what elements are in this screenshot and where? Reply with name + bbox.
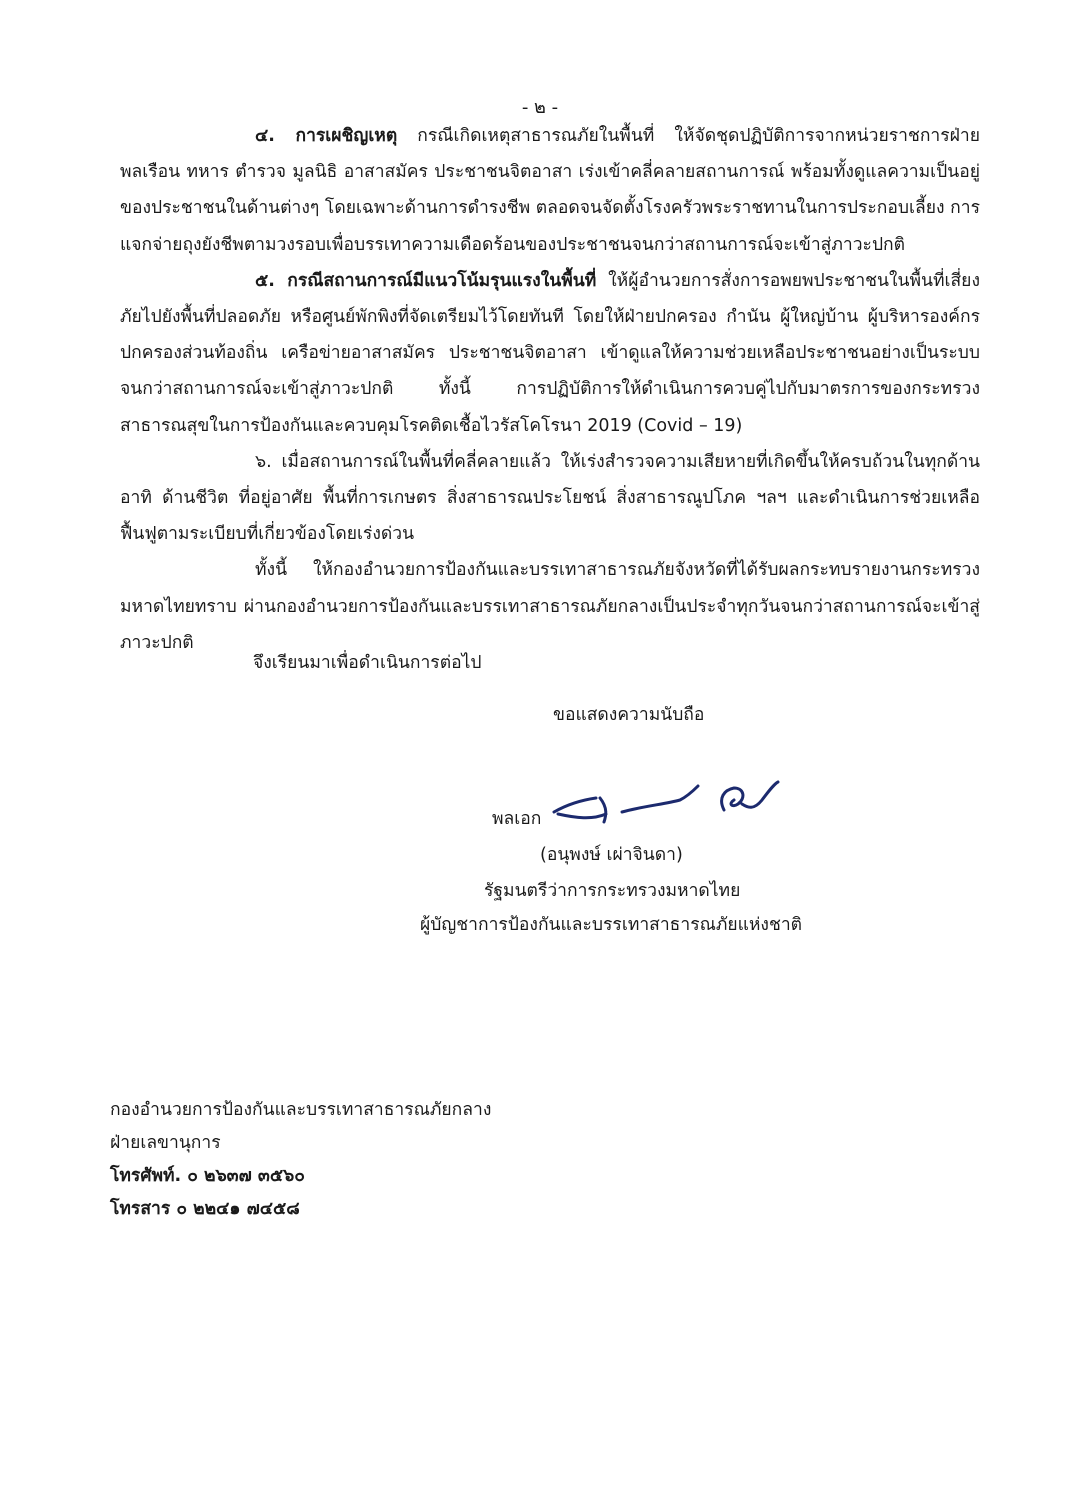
letter-body xyxy=(120,118,980,661)
paragraph-summary xyxy=(120,552,980,661)
paragraph-summary-text: ทั้งนี้ ให้กองอำนวยการป้องกันและบรรเทาสาธารณภัยจังหวัดที่ได้รับผลกระทบรายงานกระทรวงมหาดไทยทราบ ผ่านกองอำนวยการป้องกันและบรรเทาสาธารณภัยกลางเป็นประจำทุกวันจนกว่าสถานการณ์จะเข้าสู่ภาวะปกติ xyxy=(120,560,980,653)
paragraph-4-text: กรณีเกิดเหตุสาธารณภัยในพื้นที่ ให้จัดชุดปฏิบัติการจากหน่วยราชการฝ่ายพลเรือน ทหาร ตำรวจ มูลนิธิ อาสาสมัคร ประชาชนจิตอาสา เร่งเข้าคลี่คลายสถานการณ์ พร้อมทั้งดูแลความเป็นอยู่ของประชาชนในด้านต่างๆ โดยเฉพาะด้านการดำรงชีพ ตลอดจนจัดตั้งโรงครัวพระราชทานในการประกอบเลี้ยง การแจกจ่ายถุงยังชีพตามวงรอบเพื่อบรรเทาความเดือดร้อนของประชาชนจนกว่าสถานการณ์จะเข้าสู่ภาวะปกติ xyxy=(120,126,980,255)
paragraph-5-text: ให้ผู้อำนวยการสั่งการอพยพประชาชนในพื้นที่เสี่ยงภัยไปยังพื้นที่ปลอดภัย หรือศูนย์พักพิงที่จัดเตรียมไว้โดยทันที โดยให้ฝ่ายปกครอง กำนัน ผู้ใหญ่บ้าน ผู้บริหารองค์กรปกครองส่วนท้องถิ่น เครือข่ายอาสาสมัคร ประชาชนจิตอาสา เข้าดูแลให้ความช่วยเหลือประชาชนอย่างเป็นระบบจนกว่าสถานการณ์จะเข้าสู่ภาวะปกติ ทั้งนี้ การปฏิบัติการให้ดำเนินการควบคู่ไปกับมาตรการของกระทรวงสาธารณสุขในการป้องกันและควบคุมโรคติดเชื้อไวรัสโคโรนา 2019 (Covid – 19) xyxy=(120,270,980,436)
paragraph-6 xyxy=(120,444,980,553)
footer-fax: โทรสาร ๐ ๒๒๔๑ ๗๔๕๘ xyxy=(110,1199,300,1219)
paragraph-5 xyxy=(120,263,980,444)
paragraph-6-text: ๖. เมื่อสถานการณ์ในพื้นที่คลี่คลายแล้ว ให้เร่งสำรวจความเสียหายที่เกิดขึ้นให้ครบถ้วนในทุกด้าน อาทิ ด้านชีวิต ที่อยู่อาศัย พื้นที่การเกษตร สิ่งสาธารณประโยชน์ สิ่งสาธารณูปโภค ฯลฯ และดำเนินการช่วยเหลือฟื้นฟูตามระเบียบที่เกี่ยวข้องโดยเร่งด่วน xyxy=(120,451,980,545)
footer-contact xyxy=(110,1094,491,1226)
closing-line: จึงเรียนมาเพื่อดำเนินการต่อไป xyxy=(253,653,482,673)
footer-division: ฝ่ายเลขานุการ xyxy=(110,1133,221,1153)
regards: ขอแสดงความนับถือ xyxy=(553,705,705,725)
signer-title-commander: ผู้บัญชาการป้องกันและบรรเทาสาธารณภัยแห่งชาติ xyxy=(420,915,803,935)
signer-name: (อนุพงษ์ เผ่าจินดา) xyxy=(540,845,683,865)
page-number: - ๒ - xyxy=(521,97,559,118)
footer-office: กองอำนวยการป้องกันและบรรเทาสาธารณภัยกลาง xyxy=(110,1100,492,1120)
handwritten-signature xyxy=(548,778,788,838)
signer-title-minister: รัฐมนตรีว่าการกระทรวงมหาดไทย xyxy=(484,881,741,901)
footer-phone: โทรศัพท์. ๐ ๒๖๓๗ ๓๕๖๐ xyxy=(110,1166,305,1186)
signer-rank: พลเอก xyxy=(492,809,542,829)
paragraph-4-heading: ๔. การเผชิญเหตุ xyxy=(255,126,398,146)
paragraph-5-heading: ๕. กรณีสถานการณ์มีแนวโน้มรุนแรงในพื้นที่ xyxy=(255,270,597,291)
paragraph-4 xyxy=(120,118,980,263)
